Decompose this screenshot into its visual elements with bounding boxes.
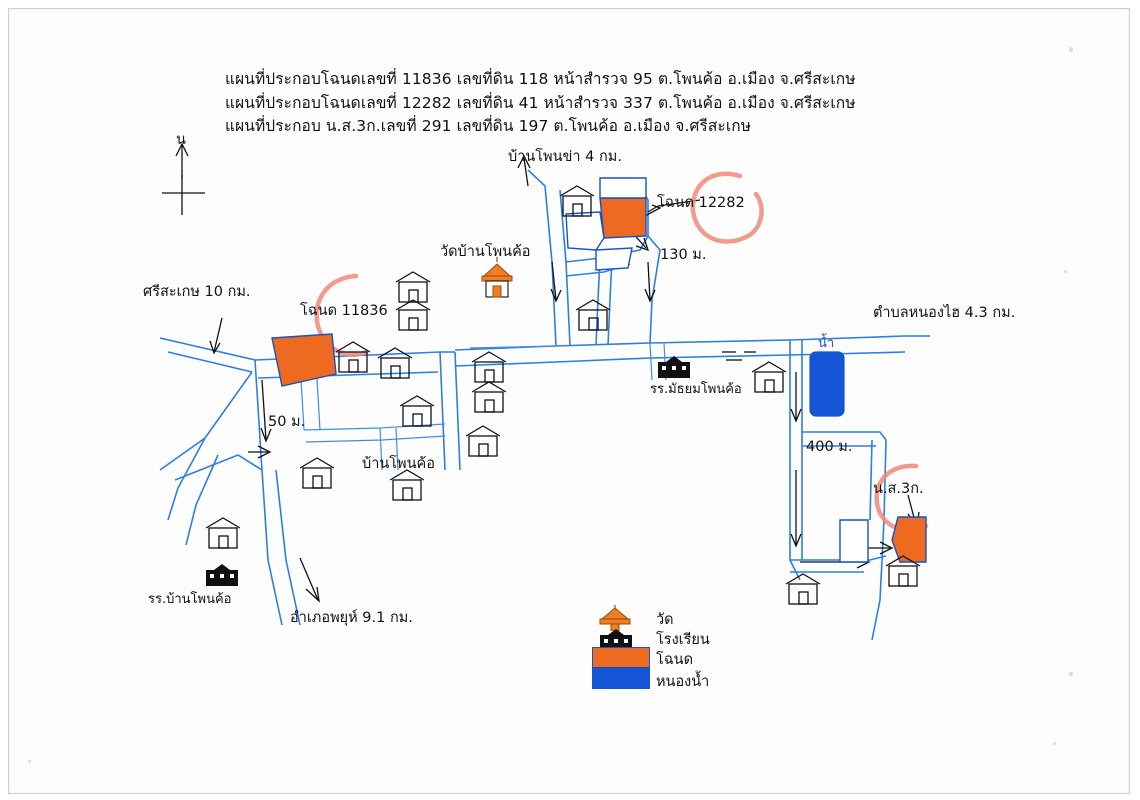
label-road-nong-hai: ตำบลหนองไฮ 4.3 กม. bbox=[873, 305, 1016, 321]
compass-north-label: น bbox=[176, 132, 186, 148]
title-line-2: แผนที่ประกอบโฉนดเลขที่ 12282 เลขที่ดิน 41 หน้าสำรวจ 337 ต.โพนค้อ อ.เมือง จ.ศรีสะเกษ bbox=[225, 94, 856, 112]
label-road-sisaket: ศรีสะเกษ 10 กม. bbox=[143, 284, 251, 300]
title-line-3: แผนที่ประกอบ น.ส.3ก.เลขที่ 291 เลขที่ดิน 197 ต.โพนค้อ อ.เมือง จ.ศรีสะเกษ bbox=[225, 117, 752, 135]
label-pond: น้ำ bbox=[818, 336, 835, 351]
label-temple-phon-kho: วัดบ้านโพนค้อ bbox=[440, 244, 531, 260]
label-village-phon-kho: บ้านโพนค้อ bbox=[362, 456, 435, 472]
label-dist-50: 50 ม. bbox=[268, 414, 306, 430]
legend-label-school: โรงเรียน bbox=[656, 632, 710, 648]
label-dist-400: 400 ม. bbox=[806, 439, 853, 455]
scan-artifact bbox=[1069, 672, 1073, 676]
scan-artifact bbox=[1069, 47, 1073, 52]
label-road-ban-phon-kha: บ้านโพนข่า 4 กม. bbox=[508, 149, 622, 165]
label-school-mathayom: รร.มัธยมโพนค้อ bbox=[650, 382, 742, 397]
label-parcel-11836: โฉนด 11836 bbox=[300, 303, 388, 319]
legend-label-parcel: โฉนด bbox=[656, 652, 693, 668]
title-line-1: แผนที่ประกอบโฉนดเลขที่ 11836 เลขที่ดิน 118 หน้าสำรวจ 95 ต.โพนค้อ อ.เมือง จ.ศรีสะเกษ bbox=[225, 70, 856, 88]
legend-parcel-swatch bbox=[592, 647, 650, 668]
label-parcel-12282: โฉนด 12282 bbox=[657, 195, 745, 211]
label-parcel-nso3k: น.ส.3ก. bbox=[873, 481, 924, 497]
legend-pond-swatch bbox=[592, 668, 650, 689]
label-dist-130: 130 ม. bbox=[660, 247, 707, 263]
legend-label-temple: วัด bbox=[656, 612, 674, 628]
scan-artifact bbox=[1064, 270, 1067, 273]
scan-artifact bbox=[28, 760, 31, 763]
scan-artifact bbox=[1053, 742, 1056, 745]
legend-label-pond: หนองน้ำ bbox=[656, 674, 710, 690]
label-school-phon-kho: รร.บ้านโพนค้อ bbox=[148, 592, 232, 607]
label-road-amphoe-phayu: อำเภอพยุห์ 9.1 กม. bbox=[290, 610, 413, 626]
